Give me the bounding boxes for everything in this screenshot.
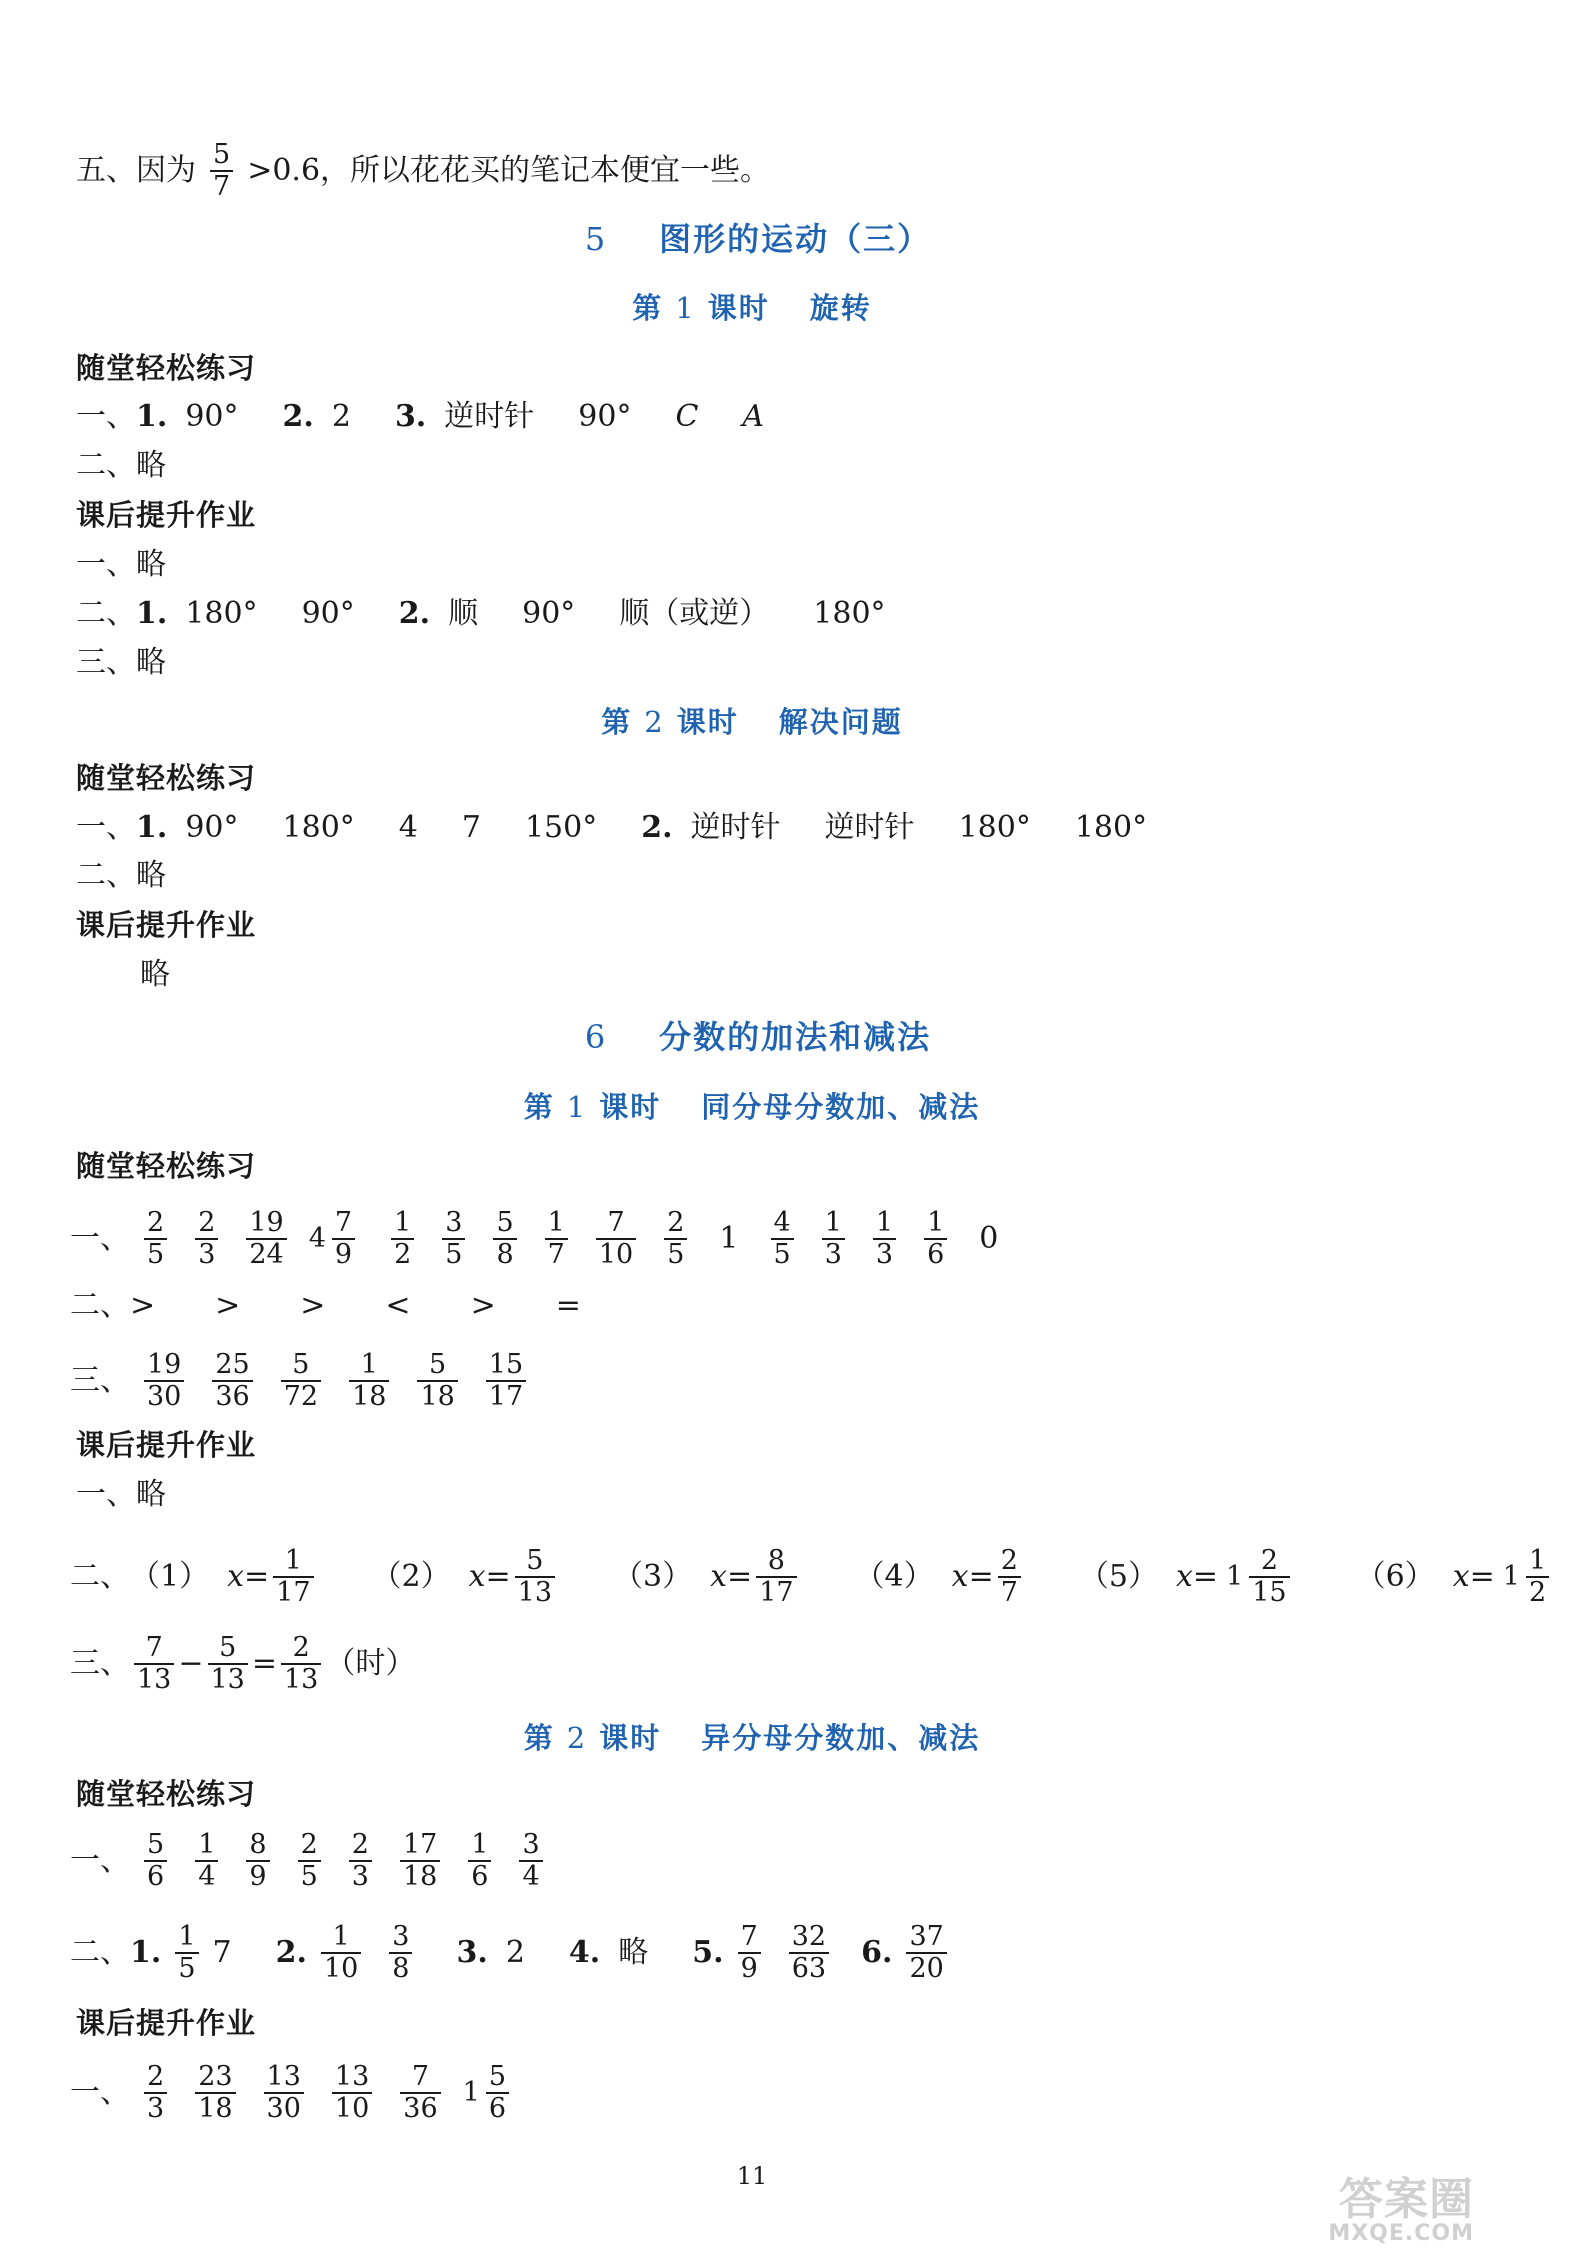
fraction: $\frac{3}{8}$ [389, 1922, 412, 1984]
answer-line: 一、 1. 90° 2. 2 3. 逆时针 90° C A [76, 399, 765, 434]
section-heading: 课后提升作业 [76, 498, 257, 532]
fraction: $\frac{4}{5}$ [771, 1208, 794, 1270]
lesson-title: 第 2 课时 异分母分数加、减法 [523, 1721, 981, 1755]
answer-line-5 [76, 140, 770, 202]
lesson-title: 第 1 课时 旋转 [632, 291, 872, 325]
answer-line: 三、 $\frac{19}{30}$ $\frac{25}{36}$ $\frac{5}{72}$ $\frac{1}{18}$ $\frac{5}{18}$ $\frac{15}{17}$ [70, 1350, 540, 1412]
fraction: $\frac{2}{3}$ [349, 1830, 372, 1892]
fraction: $\frac{5}{7}$ [210, 140, 233, 202]
answer-line: 三、略 [76, 645, 166, 680]
answer-line: 一、 $\frac{5}{6}$ $\frac{1}{4}$ $\frac{8}{9}$ $\frac{2}{5}$ $\frac{2}{3}$ $\frac{17}{18}$ $\frac{1}{6}$ $\frac{3}{4}$ [70, 1830, 557, 1892]
page-number: 11 [736, 2162, 768, 2190]
fraction: $\frac{1}{7}$ [545, 1208, 568, 1270]
fraction: $\frac{23}{18}$ [195, 2062, 235, 2124]
section-heading: 随堂轻松练习 [76, 1149, 257, 1183]
answer-line: 二、略 [76, 448, 166, 483]
fraction: $\frac{1}{4}$ [195, 1830, 218, 1892]
fraction: $\frac{5}{13}$ [515, 1546, 555, 1608]
fraction: $\frac{17}{18}$ [400, 1830, 440, 1892]
fraction: $\frac{37}{20}$ [906, 1922, 946, 1984]
section-heading: 课后提升作业 [76, 2006, 257, 2040]
fraction: $\frac{7}{9}$ [738, 1922, 761, 1984]
fraction: $\frac{7}{13}$ [134, 1633, 174, 1695]
answer-line: 二、 1. $\frac{1}{5}$ 7 2. $\frac{1}{10}$ $\frac{3}{8}$ 3. 2 4. 略 5. $\frac{7}{9}$ $\frac{32}{63}$ 6. $\frac{37}{20}$ [70, 1922, 961, 1984]
section-heading: 课后提升作业 [76, 1428, 257, 1462]
fraction: $\frac{19}{24}$ [246, 1208, 286, 1270]
answer-line: 一、略 [76, 547, 166, 582]
section-heading: 课后提升作业 [76, 908, 257, 942]
watermark-logo: 答案圈 MXQE.COM [1328, 2174, 1474, 2246]
fraction: $\frac{1}{10}$ [321, 1922, 361, 1984]
lesson-title: 第 1 课时 同分母分数加、减法 [523, 1090, 981, 1124]
fraction: $\frac{5}{13}$ [208, 1633, 248, 1695]
answer-line: 一、 $\frac{2}{3}$ $\frac{23}{18}$ $\frac{13}{30}$ $\frac{13}{10}$ $\frac{7}{36}$ 1 $\frac{5}{6}$ [70, 2062, 531, 2124]
fraction: $\frac{2}{3}$ [195, 1208, 218, 1270]
fraction: $\frac{19}{30}$ [144, 1350, 184, 1412]
fraction: $\frac{2}{7}$ [998, 1546, 1021, 1608]
answer-line: 一、 1. 90° 180° 4 7 150° 2. 逆时针 逆时针 180° 180° [76, 810, 1148, 845]
section-heading: 随堂轻松练习 [76, 761, 257, 795]
answer-line: 二、 > > > < > = [70, 1288, 581, 1323]
fraction: $\frac{3}{4}$ [519, 1830, 542, 1892]
mixed-number: 1 $\frac{1}{2}$ [1503, 1546, 1563, 1608]
answer-line: 一、略 [76, 1477, 166, 1512]
answer-line: 二、略 [76, 858, 166, 893]
fraction: $\frac{1}{17}$ [273, 1546, 313, 1608]
section-heading: 随堂轻松练习 [76, 1777, 257, 1811]
mixed-number: 1 $\frac{2}{15}$ [1226, 1546, 1304, 1608]
fraction: $\frac{1}{6}$ [924, 1208, 947, 1270]
answer-line: 略 [140, 957, 170, 992]
line-text: 五、因为 [76, 153, 196, 188]
fraction: $\frac{32}{63}$ [789, 1922, 829, 1984]
mixed-number: 1 $\frac{5}{6}$ [463, 2062, 523, 2124]
answer-line: 二、 1. 180° 90° 2. 顺 90° 顺（或逆） 180° [76, 596, 886, 631]
chapter-title: 5 图形的运动（三） [584, 220, 932, 258]
fraction: $\frac{8}{17}$ [756, 1546, 796, 1608]
fraction: $\frac{5}{6}$ [144, 1830, 167, 1892]
fraction: $\frac{1}{2}$ [391, 1208, 414, 1270]
fraction: $\frac{13}{10}$ [332, 2062, 372, 2124]
fraction: $\frac{13}{30}$ [264, 2062, 304, 2124]
fraction: $\frac{7}{36}$ [400, 2062, 440, 2124]
answer-line: 一、 $\frac{2}{5}$ $\frac{2}{3}$ $\frac{19}{24}$ 4 $\frac{7}{9}$ $\frac{1}{2}$ $\frac{3}{5}$ $\frac{5}{8}$ $\frac{1}{7}$ $\frac{7}{10}$ $\frac{2}{5}$ 1 $\frac{4}{5}$ $\frac{1}{3}$ $\frac{1}{3}$ $\frac{1}{6}$ 0 [70, 1207, 999, 1270]
line-text: >0.6，所以花花买的笔记本便宜一些。 [247, 153, 771, 188]
fraction: $\frac{3}{5}$ [442, 1208, 465, 1270]
fraction: $\frac{5}{18}$ [417, 1350, 457, 1412]
fraction: $\frac{2}{5}$ [144, 1208, 167, 1270]
fraction: $\frac{5}{72}$ [281, 1350, 321, 1412]
fraction: $\frac{2}{5}$ [664, 1208, 687, 1270]
fraction: $\frac{1}{3}$ [822, 1208, 845, 1270]
chapter-title: 6 分数的加法和减法 [584, 1018, 932, 1056]
answer-line: 三、 $\frac{7}{13}$ − $\frac{5}{13}$ = $\frac{2}{13}$ （时） [70, 1632, 416, 1695]
section-heading: 随堂轻松练习 [76, 351, 257, 385]
fraction: $\frac{7}{10}$ [596, 1208, 636, 1270]
answer-line: 二、 （1） x = $\frac{1}{17}$ （2） x = $\frac{5}{13}$ （3） x = $\frac{8}{17}$ （4） x = $\frac{2}{7}$ （5） x = 1 $\frac{2}{15}$ （6） x = 1 $\frac{1}{2}$ [70, 1546, 1571, 1608]
fraction: $\frac{1}{3}$ [873, 1208, 896, 1270]
fraction: $\frac{2}{3}$ [144, 2062, 167, 2124]
fraction: $\frac{5}{8}$ [493, 1208, 516, 1270]
fraction: $\frac{1}{5}$ [175, 1922, 198, 1984]
fraction: $\frac{1}{18}$ [349, 1350, 389, 1412]
mixed-number: 4 $\frac{7}{9}$ [309, 1208, 369, 1270]
fraction: $\frac{2}{5}$ [298, 1830, 321, 1892]
fraction: $\frac{8}{9}$ [246, 1830, 269, 1892]
fraction: $\frac{1}{6}$ [468, 1830, 491, 1892]
fraction: $\frac{2}{13}$ [281, 1633, 321, 1695]
fraction: $\frac{15}{17}$ [486, 1350, 526, 1412]
lesson-title: 第 2 课时 解决问题 [601, 705, 903, 739]
fraction: $\frac{25}{36}$ [212, 1350, 252, 1412]
